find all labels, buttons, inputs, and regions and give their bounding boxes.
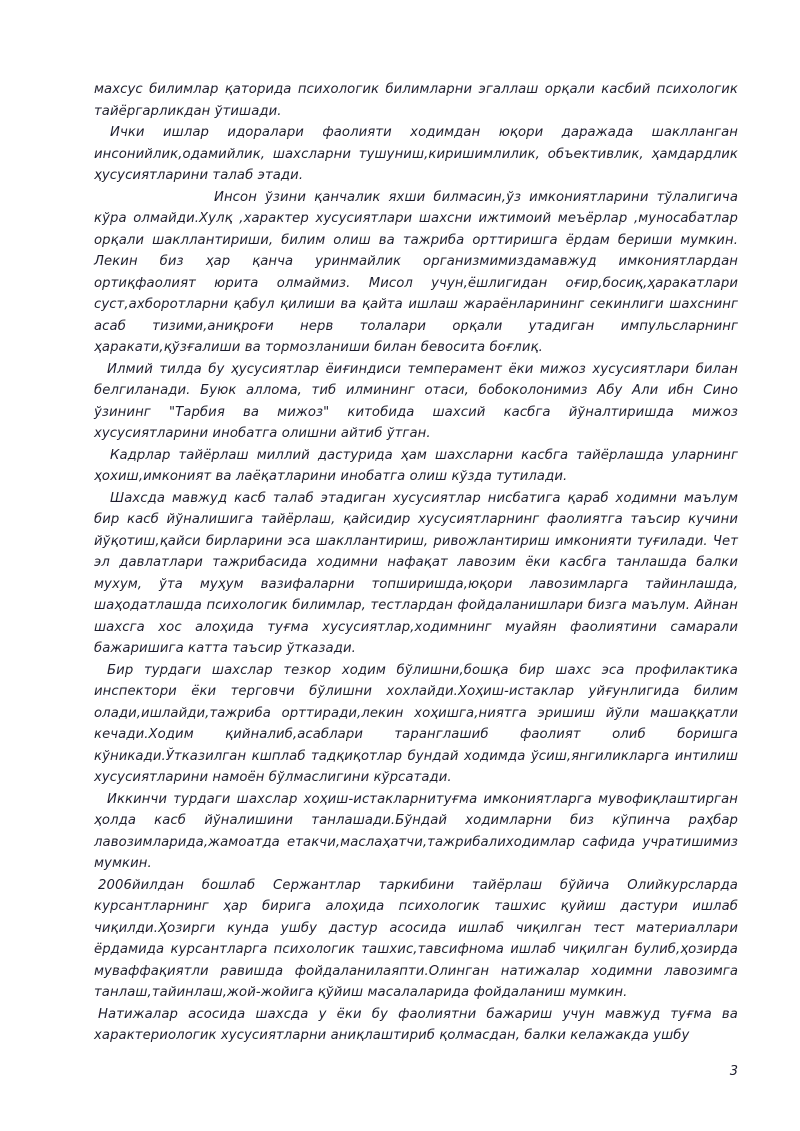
document-body bbox=[94, 79, 738, 1047]
paragraph-3: Инсон ўзини қанчалик яхши билмасин,ўз имкониятларини тўлалигича кўра олмайди.Хулқ ,характер хусусиятлари шахсни ижтимоий меъёрлар ,муносабатлар орқали шакллантириши, билим олиш ва тажриба орттиришга ёрдам бериши мумкин. Лекин биз ҳар қанча уринмайлик организмимиздамавжуд имкониятлардан ортиқфаолият юрита олмаймиз. Мисол учун,ёшлигидан оғир,босиқ,ҳаракатлари суст,ахборотларни қабул қилиши ва қайта ишлаш жараёнларининг секинлиги шахснинг асаб тизими,аниқроғи нерв толалари орқали утадиган импульсларнинг ҳаракати,қўзғалиши ва тормозланиши билан бевосита боғлиқ. bbox=[94, 189, 738, 355]
paragraph-7: Бир турдаги шахслар тезкор ходим бўлишни,бошқа бир шахс эса профилактика инспектори ёки терговчи бўлишни хохлайди.Хоҳиш-истаклар уйғунлигида билим олади,ишлайди,тажриба орттиради,лекин хоҳишга,ниятга эришиш йўли машаққатли кечади.Ходим қийналиб,асаблари таранглашиб фаолият олиб боришга кўникади.Ўтказилган кшплаб тадқиқотлар бундай ходимда ўсиш,янгиликларга интилиш хусусиятларини намоён бўлмаслигини кўрсатади. bbox=[94, 662, 738, 785]
page-number: 3 bbox=[729, 1064, 738, 1079]
paragraph-6: Шахсда мавжуд касб талаб этадиган хусусиятлар нисбатига қараб ходимни маълум бир касб йўналишига тайёрлаш, қайсидир хусусиятларнинг фаолиятга таъсир кучини йўқотиш,қайси бирларини эса шакллантириш, ривожлантириш имконияти туғилади. Чет эл давлатлари тажрибасида ходимни нафақат лавозим ёки касбга танлашда балки мухум, ўта муҳум вазифаларни топширишда,юқори лавозимларга тайинлашда, шаҳодатлашда психологик билимлар, тестлардан фойдаланишлари бизга маълум. Айнан шахсга хос алоҳида туғма хусусиятлар,ходимнинг муайян фаолиятини самарали бажаришига катта таъсир ўтказади. bbox=[94, 490, 738, 656]
paragraph-1: махсус билимлар қаторида психологик билимларни эгаллаш орқали касбий психологик тайёргарликдан ўтишади. bbox=[94, 82, 738, 119]
paragraph-4: Илмий тилда бу ҳусусиятлар ёиғиндиси темперамент ёки мижоз хусусиятлари билан белгиланади. Буюк аллома, тиб илмининг отаси, бобоколонимиз Абу Али ибн Сино ўзининг "Тарбия ва мижоз" китобида шахсий касбга йўналтиришда мижоз хусусиятларини инобатга олишни айтиб ўтган. bbox=[94, 361, 738, 441]
paragraph-9: 2006йилдан бошлаб Сержантлар таркибини тайёрлаш бўйича Олийкурсларда курсантларнинг ҳар бирига алоҳида психологик ташхис қуйиш дастури ишлаб чиқилди.Ҳозирги кунда ушбу дастур асосида ишлаб чиқилган тест материаллари ёрдамида курсантларга психологик ташхис,тавсифнома ишлаб чиқилган булиб,ҳозирда муваффақиятли равишда фойдаланилаяпти.Олинган натижалар ходимни лавозимга танлаш,тайинлаш,жой-жойига қўйиш масалаларида фойдаланиш мумкин. bbox=[94, 877, 738, 1000]
paragraph-10: Натижалар асосида шахсда у ёки бу фаолиятни бажариш учун мавжуд туғма ва характериологик хусусиятларни аниқлаштириб қолмасдан, балки келажакда ушбу bbox=[94, 1006, 738, 1043]
paragraph-8: Иккинчи турдаги шахслар хоҳиш-истакларнитуғма имкониятларга мувофиқлаштирган ҳолда касб йўналишини танлашади.Бўндай ходимларни биз кўпинча раҳбар лавозимларида,жамоатда етакчи,маслаҳатчи,тажрибалиходимлар сафида учратишимиз мумкин. bbox=[94, 791, 738, 871]
paragraph-5: Кадрлар тайёрлаш миллий дастурида ҳам шахсларни касбга тайёрлашда уларнинг ҳохиш,имконият ва лаёқатларини инобатга олиш кўзда тутилади. bbox=[94, 447, 738, 484]
paragraph-2: Ички ишлар идоралари фаолияти ходимдан юқори даражада шаклланган инсонийлик,одамийлик, шахсларни тушуниш,киришимлилик, объективлик, ҳамдардлик ҳусусиятларини талаб этади. bbox=[94, 125, 738, 183]
